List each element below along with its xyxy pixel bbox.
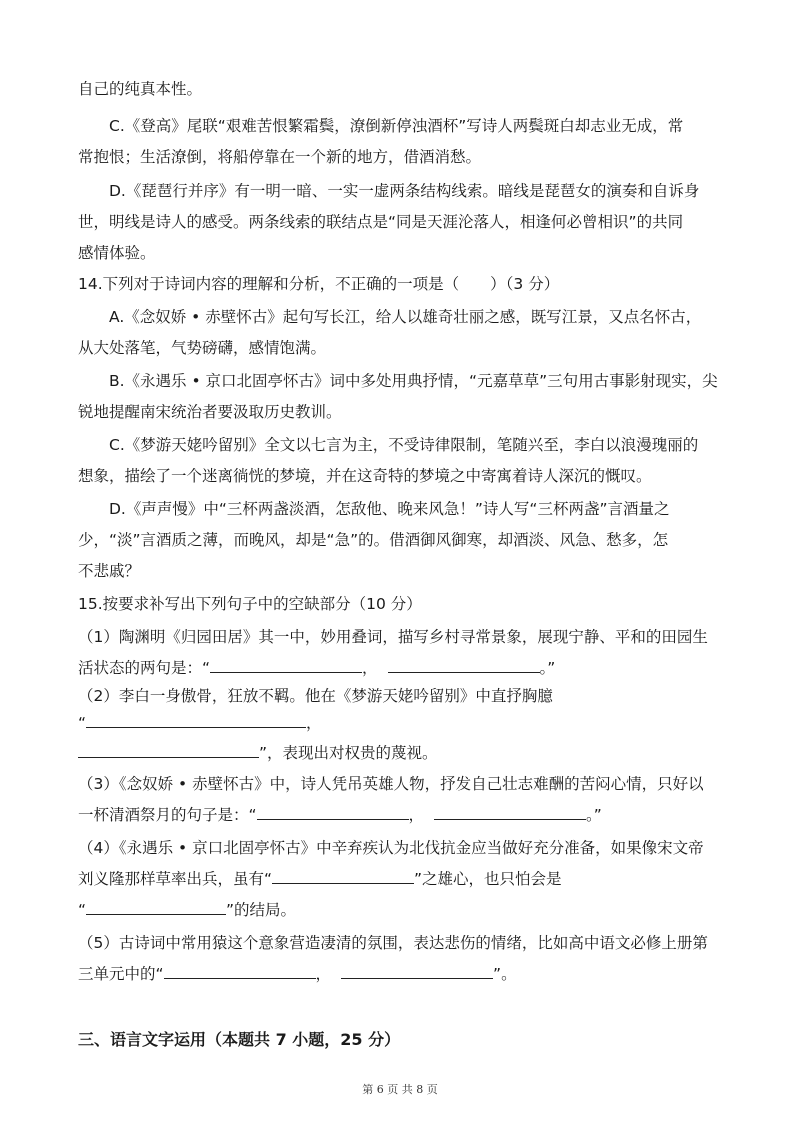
q15-item1-line1: （1）陶渊明《归园田居》其一中，妙用叠词，描写乡村寻常景象，展现宁静、平和的田园生 [78,628,708,646]
option-d-line1: D.《琵琶行并序》有一明一暗、一实一虚两条结构线索。暗线是琵琶女的演奏和自诉身 [109,182,700,200]
q14-option-d-line1: D.《声声慢》中“三杯两盏淡酒，怎敌他、晚来风急！”诗人写“三杯两盏”言酒量之 [109,500,670,518]
answer-blank[interactable] [388,658,540,673]
option-d-line3: 感情体验。 [78,244,156,262]
answer-blank[interactable] [86,713,306,728]
text-line: 自己的纯真本性。 [78,80,203,98]
answer-blank[interactable] [86,900,226,915]
answer-blank[interactable] [164,964,316,979]
q15-item4-line3: “ ”的结局。 [78,901,297,919]
q15-item2-line1: （2）李白一身傲骨，狂放不羁。他在《梦游天姥吟留别》中直抒胸臆 [78,687,553,705]
q15-item2-line3: ”，表现出对权贵的蔑视。 [78,743,438,763]
q14-option-a-line2: 从大处落笔，气势磅礴，感情饱满。 [78,339,327,357]
q15-item4-line2: 刘义隆那样草率出兵，虽有“ ”之雄心，也只怕会是 [78,870,562,888]
q15-item2-line2: “ ， [78,714,322,732]
answer-blank[interactable] [272,869,414,884]
q14-option-d-line3: 不悲戚？ [78,562,141,580]
page-footer: 第 6 页 共 8 页 [362,1083,438,1096]
q14-option-b-line1: B.《永遇乐 • 京口北固亭怀古》词中多处用典抒情，“元嘉草草”三句用古事影射现实，尖 [109,372,718,390]
question-14-stem: 14.下列对于诗词内容的理解和分析，不正确的一项是（ ）（3 分） [78,275,560,293]
answer-blank[interactable] [341,964,493,979]
option-d-line2: 世，明线是诗人的感受。两条线索的联结点是“同是天涯沦落人，相逢何必曾相识”的共同 [78,213,684,231]
option-c-line1: C.《登高》尾联“艰难苦恨繁霜鬓，潦倒新停浊酒杯”写诗人两鬓斑白却志业无成，常 [109,117,684,135]
answer-blank[interactable] [434,805,586,820]
section-3-heading: 三、语言文字运用（本题共 7 小题，25 分） [78,1030,401,1049]
option-c-line2: 常抱恨；生活潦倒，将船停靠在一个新的地方，借酒消愁。 [78,148,482,166]
q15-item3-line2: 一杯清酒祭月的句子是：“ ， 。” [78,806,602,824]
answer-blank[interactable] [210,658,362,673]
q15-item5-line1: （5）古诗词中常用猿这个意象营造凄清的氛围，表达悲伤的情绪，比如高中语文必修上册第 [78,934,708,952]
q15-item3-line1: （3）《念奴娇 • 赤壁怀古》中，诗人凭吊英雄人物，抒发自己壮志难酬的苦闷心情，只好以 [78,775,704,793]
q14-option-c-line2: 想象，描绘了一个迷离徜恍的梦境，并在这奇特的梦境之中寄寓着诗人深沉的慨叹。 [78,467,652,485]
q14-option-b-line2: 锐地提醒南宋统治者要汲取历史教训。 [78,403,342,421]
question-15-stem: 15.按要求补写出下列句子中的空缺部分（10 分） [78,595,422,613]
q14-option-a-line1: A.《念奴娇 • 赤壁怀古》起句写长江，给人以雄奇壮丽之感，既写江景，又点名怀古， [109,308,702,326]
q15-item4-line1: （4）《永遇乐 • 京口北固亭怀古》中辛弃疾认为北伐抗金应当做好充分准备，如果像宋文帝 [78,839,704,857]
q15-item1-line2: 活状态的两句是：“ ， 。” [78,659,556,677]
q14-option-c-line1: C.《梦游天姥吟留别》全文以七言为主，不受诗律限制，笔随兴至，李白以浪漫瑰丽的 [109,436,699,454]
answer-blank[interactable] [257,805,409,820]
answer-blank[interactable] [78,743,259,758]
q14-option-d-line2: 少，“淡”言酒质之薄，而晚风，却是“急”的。借酒御风御寒，却酒淡、风急、愁多，怎 [78,531,669,549]
q15-item5-line2: 三单元中的“ ， ”。 [78,965,517,983]
